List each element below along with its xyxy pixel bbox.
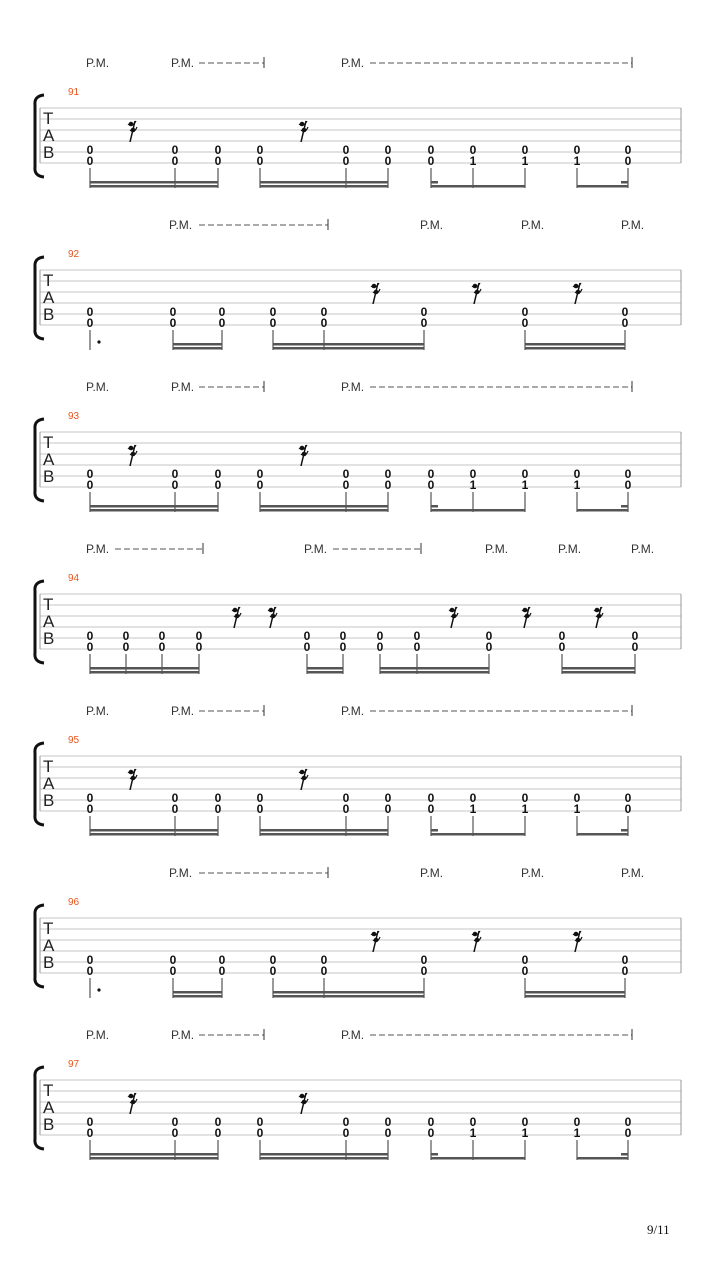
fret-number: 0 [413,629,421,643]
palm-mute-label: P.M. [341,380,365,394]
beam [173,995,222,998]
fret-number: 0 [624,791,632,805]
tab-letter-b: B [43,791,55,810]
beam-secondary [90,829,218,832]
beam [562,671,635,674]
fret-number: 0 [427,1115,435,1129]
fret-number: 0 [86,305,94,319]
fret-number: 0 [256,478,264,492]
fret-number: 0 [384,1115,392,1129]
beam [173,347,222,350]
beam-stub [431,181,438,184]
tab-letter-t: T [43,919,54,938]
fret-number: 0 [195,629,203,643]
beam [577,509,628,512]
fret-number: 0 [256,1126,264,1140]
palm-mute-label: P.M. [171,1028,195,1042]
sixteenth-rest [299,1093,308,1114]
fret-number: 0 [624,467,632,481]
fret-number: 0 [86,1126,94,1140]
tab-letter-t: T [43,757,54,776]
palm-mute-label: P.M. [485,542,509,556]
fret-number: 0 [427,467,435,481]
tab-letter-t: T [43,271,54,290]
fret-number: 1 [573,802,581,816]
tab-system [35,542,681,674]
measure-number: 91 [68,87,80,98]
fret-number: 0 [86,316,94,330]
tab-letter-b: B [43,1115,55,1134]
fret-number: 0 [158,629,166,643]
sixteenth-rest [128,769,137,790]
fret-number: 0 [469,791,477,805]
fret-number: 0 [573,1115,581,1129]
fret-number: 0 [171,1115,179,1129]
fret-number: 0 [169,305,177,319]
beam [90,1157,218,1160]
fret-number: 0 [558,640,566,654]
fret-number: 0 [339,640,347,654]
sixteenth-rest [573,931,582,952]
tab-letter-a: A [43,936,55,955]
palm-mute-label: P.M. [169,218,193,232]
beam [260,509,388,512]
fret-number: 0 [384,802,392,816]
fret-number: 0 [342,154,350,168]
fret-number: 0 [86,791,94,805]
sixteenth-rest [128,1093,137,1114]
fret-number: 0 [269,305,277,319]
beam-secondary [273,343,424,346]
beam [307,671,343,674]
fret-number: 0 [384,154,392,168]
tab-system [35,866,681,998]
fret-number: 0 [86,478,94,492]
fret-number: 0 [320,964,328,978]
tab-system [35,380,681,512]
fret-number: 0 [384,1126,392,1140]
fret-number: 0 [122,640,130,654]
tab-system [35,704,681,836]
beam-secondary [260,505,388,508]
fret-number: 0 [214,478,222,492]
fret-number: 1 [573,1126,581,1140]
fret-number: 0 [171,143,179,157]
palm-mute-label: P.M. [341,704,365,718]
fret-number: 0 [342,478,350,492]
fret-number: 0 [171,802,179,816]
fret-number: 0 [469,467,477,481]
fret-number: 0 [214,1115,222,1129]
beam-secondary [90,1153,218,1156]
beam-stub [431,829,438,832]
tab-system [35,1028,681,1160]
sixteenth-rest [299,445,308,466]
beam-secondary [173,343,222,346]
beam [431,1157,525,1160]
fret-number: 0 [384,478,392,492]
fret-number: 0 [86,1115,94,1129]
beam-secondary [525,343,625,346]
palm-mute-label: P.M. [169,866,193,880]
beam-stub [431,1153,438,1156]
beam [260,833,388,836]
fret-number: 0 [624,1115,632,1129]
fret-number: 0 [214,791,222,805]
fret-number: 0 [573,791,581,805]
palm-mute-label: P.M. [86,380,110,394]
fret-number: 0 [269,316,277,330]
sixteenth-rest [449,607,458,628]
fret-number: 0 [469,143,477,157]
fret-number: 0 [218,964,226,978]
fret-number: 0 [169,953,177,967]
sixteenth-rest [573,283,582,304]
sixteenth-rest [522,607,531,628]
palm-mute-label: P.M. [171,380,195,394]
fret-number: 0 [214,154,222,168]
palm-mute-label: P.M. [558,542,582,556]
fret-number: 0 [86,143,94,157]
tab-letter-t: T [43,1081,54,1100]
beam [525,995,625,998]
measure-number: 94 [68,573,80,584]
sixteenth-rest [299,121,308,142]
beam [380,671,489,674]
fret-number: 0 [621,316,629,330]
fret-number: 0 [86,629,94,643]
fret-number: 0 [339,629,347,643]
fret-number: 0 [171,1126,179,1140]
fret-number: 0 [573,467,581,481]
palm-mute-label: P.M. [420,218,444,232]
fret-number: 0 [342,1126,350,1140]
fret-number: 0 [420,316,428,330]
fret-number: 0 [631,640,639,654]
beam [273,347,424,350]
fret-number: 0 [256,1115,264,1129]
beam-secondary [273,991,424,994]
fret-number: 0 [521,964,529,978]
palm-mute-label: P.M. [86,56,110,70]
fret-number: 0 [621,953,629,967]
fret-number: 0 [303,629,311,643]
measure-number: 92 [68,249,80,260]
beam [431,833,525,836]
tab-letter-b: B [43,953,55,972]
fret-number: 0 [521,316,529,330]
fret-number: 0 [169,964,177,978]
beam-secondary [173,991,222,994]
tab-letter-t: T [43,433,54,452]
fret-number: 0 [303,640,311,654]
fret-number: 0 [218,316,226,330]
palm-mute-label: P.M. [86,1028,110,1042]
fret-number: 0 [624,154,632,168]
fret-number: 1 [521,802,529,816]
fret-number: 0 [521,953,529,967]
fret-number: 0 [384,791,392,805]
beam-stub [621,181,628,184]
beam [260,1157,388,1160]
measure-number: 95 [68,735,80,746]
sixteenth-rest [594,607,603,628]
tab-letter-a: A [43,126,55,145]
fret-number: 0 [86,953,94,967]
fret-number: 0 [420,305,428,319]
fret-number: 0 [342,467,350,481]
fret-number: 1 [573,478,581,492]
fret-number: 0 [485,629,493,643]
fret-number: 1 [469,154,477,168]
tab-letter-b: B [43,467,55,486]
fret-number: 1 [521,478,529,492]
fret-number: 0 [427,802,435,816]
palm-mute-label: P.M. [86,542,110,556]
tab-letter-a: A [43,288,55,307]
fret-number: 0 [420,964,428,978]
beam-secondary [260,1153,388,1156]
page-number: 9/11 [647,1222,670,1237]
beam-secondary [307,667,343,670]
beam [577,1157,628,1160]
palm-mute-label: P.M. [304,542,328,556]
beam-secondary [562,667,635,670]
fret-number: 0 [621,305,629,319]
fret-number: 0 [573,143,581,157]
fret-number: 1 [573,154,581,168]
fret-number: 0 [624,1126,632,1140]
measure-number: 93 [68,411,80,422]
fret-number: 0 [485,640,493,654]
palm-mute-label: P.M. [521,866,545,880]
fret-number: 0 [427,1126,435,1140]
beam [577,833,628,836]
palm-mute-label: P.M. [621,218,645,232]
fret-number: 0 [342,791,350,805]
fret-number: 0 [427,791,435,805]
beam-stub [621,1153,628,1156]
fret-number: 0 [384,467,392,481]
sixteenth-rest [232,607,241,628]
fret-number: 0 [558,629,566,643]
tab-letter-a: A [43,450,55,469]
beam-stub [431,505,438,508]
fret-number: 0 [420,953,428,967]
measure-number: 97 [68,1059,80,1070]
sixteenth-rest [268,607,277,628]
sixteenth-rest [371,283,380,304]
fret-number: 0 [320,316,328,330]
beam-secondary [90,181,218,184]
fret-number: 0 [469,1115,477,1129]
fret-number: 0 [521,467,529,481]
fret-number: 0 [214,1126,222,1140]
palm-mute-label: P.M. [86,704,110,718]
fret-number: 0 [86,964,94,978]
beam-stub [621,829,628,832]
beam [577,185,628,188]
palm-mute-label: P.M. [631,542,655,556]
fret-number: 0 [269,964,277,978]
sixteenth-rest [472,931,481,952]
beam [431,185,525,188]
palm-mute-label: P.M. [341,56,365,70]
fret-number: 0 [122,629,130,643]
fret-number: 0 [218,305,226,319]
tab-letter-b: B [43,629,55,648]
beam-stub [621,505,628,508]
tab-letter-b: B [43,305,55,324]
beam-secondary [90,505,218,508]
beam [431,509,525,512]
beam [90,509,218,512]
fret-number: 0 [427,478,435,492]
fret-number: 0 [171,154,179,168]
fret-number: 0 [86,154,94,168]
fret-number: 0 [521,143,529,157]
fret-number: 0 [218,953,226,967]
fret-number: 0 [521,1115,529,1129]
tab-letter-a: A [43,774,55,793]
fret-number: 1 [469,478,477,492]
duration-dot [97,988,100,991]
tab-system [35,218,681,350]
palm-mute-label: P.M. [420,866,444,880]
fret-number: 0 [376,640,384,654]
beam-secondary [525,991,625,994]
palm-mute-label: P.M. [621,866,645,880]
fret-number: 0 [214,802,222,816]
beam-secondary [260,829,388,832]
fret-number: 0 [171,478,179,492]
fret-number: 0 [342,802,350,816]
fret-number: 0 [342,1115,350,1129]
fret-number: 0 [86,467,94,481]
fret-number: 0 [320,305,328,319]
fret-number: 0 [214,143,222,157]
measure-number: 96 [68,897,80,908]
beam-secondary [380,667,489,670]
fret-number: 0 [342,143,350,157]
fret-number: 0 [171,791,179,805]
fret-number: 0 [521,305,529,319]
fret-number: 0 [624,478,632,492]
fret-number: 0 [256,143,264,157]
fret-number: 0 [86,802,94,816]
palm-mute-label: P.M. [521,218,545,232]
sixteenth-rest [472,283,481,304]
tab-letter-a: A [43,1098,55,1117]
fret-number: 0 [631,629,639,643]
beam [90,185,218,188]
tab-system [35,56,681,188]
fret-number: 0 [256,154,264,168]
fret-number: 0 [624,802,632,816]
fret-number: 0 [621,964,629,978]
duration-dot [97,340,100,343]
tab-letter-t: T [43,109,54,128]
sixteenth-rest [371,931,380,952]
fret-number: 0 [158,640,166,654]
palm-mute-label: P.M. [171,704,195,718]
fret-number: 0 [427,143,435,157]
fret-number: 0 [256,802,264,816]
fret-number: 1 [521,154,529,168]
fret-number: 0 [171,467,179,481]
fret-number: 0 [624,143,632,157]
fret-number: 0 [413,640,421,654]
sixteenth-rest [128,121,137,142]
beam [273,995,424,998]
palm-mute-label: P.M. [171,56,195,70]
palm-mute-label: P.M. [341,1028,365,1042]
tab-letter-b: B [43,143,55,162]
fret-number: 0 [169,316,177,330]
fret-number: 0 [214,467,222,481]
fret-number: 0 [269,953,277,967]
fret-number: 1 [469,802,477,816]
tab-letter-t: T [43,595,54,614]
fret-number: 1 [469,1126,477,1140]
sixteenth-rest [299,769,308,790]
fret-number: 0 [86,640,94,654]
fret-number: 0 [195,640,203,654]
sixteenth-rest [128,445,137,466]
beam-secondary [260,181,388,184]
fret-number: 1 [521,1126,529,1140]
tab-letter-a: A [43,612,55,631]
fret-number: 0 [256,467,264,481]
beam [90,833,218,836]
beam [525,347,625,350]
fret-number: 0 [427,154,435,168]
fret-number: 0 [320,953,328,967]
beam [90,671,199,674]
beam-secondary [90,667,199,670]
fret-number: 0 [376,629,384,643]
beam [260,185,388,188]
fret-number: 0 [256,791,264,805]
fret-number: 0 [521,791,529,805]
fret-number: 0 [384,143,392,157]
